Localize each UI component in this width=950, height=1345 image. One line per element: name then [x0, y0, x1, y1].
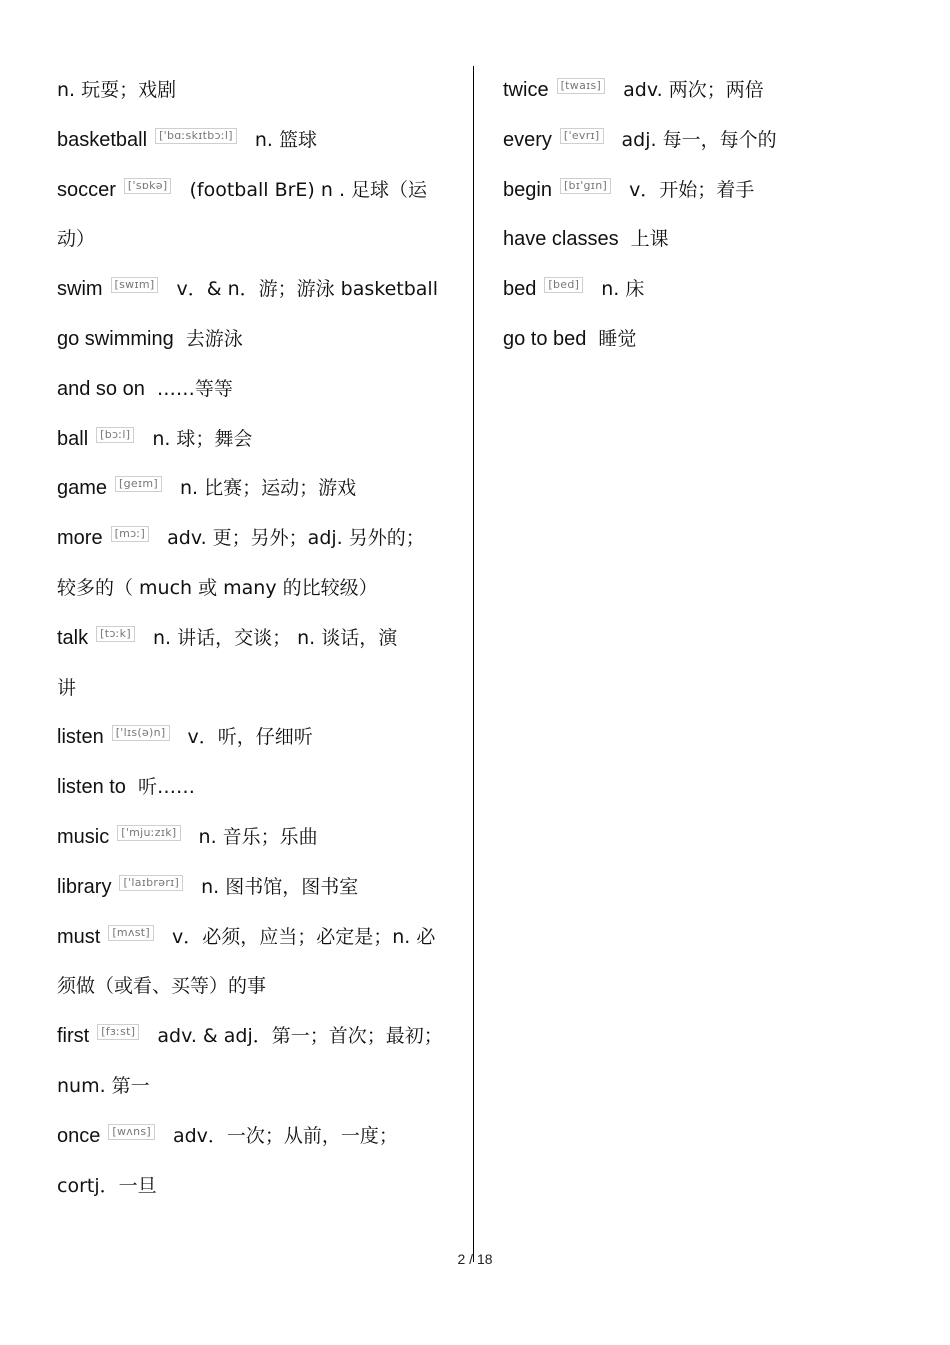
phonetic-box: ['bɑːskɪtbɔːl] — [155, 128, 237, 144]
vocab-line — [57, 913, 457, 963]
vocab-definition: n. 讲话，交谈； n. 谈话，演 — [152, 626, 398, 649]
vocab-word: go to bed — [503, 327, 587, 350]
vocab-word: first — [57, 1025, 90, 1048]
phonetic-box: ['mjuːzɪk] — [117, 825, 180, 841]
vocab-word: basketball — [57, 128, 148, 151]
phonetic-box: [bed] — [544, 277, 583, 293]
vocab-definition: v．开始；着手 — [629, 178, 755, 201]
vocab-word: library — [57, 875, 112, 898]
vocab-line — [57, 564, 457, 614]
phonetic-box: [bɪ'gɪn] — [560, 178, 611, 194]
phonetic-box: [twaɪs] — [557, 78, 606, 94]
vocab-definition: v．& n．游；游泳 basketball — [176, 278, 438, 301]
vocab-definition: adv. 更；另外；adj. 另外的； — [167, 527, 425, 550]
column-divider — [473, 66, 474, 1262]
vocab-line — [57, 415, 457, 465]
vocab-word: listen to — [57, 776, 126, 799]
vocab-word: must — [57, 925, 101, 948]
vocab-definition: 睡觉 — [598, 327, 637, 350]
phonetic-box: [bɔːl] — [96, 427, 134, 443]
phonetic-box: [tɔːk] — [96, 626, 135, 642]
vocab-word: listen — [57, 726, 104, 749]
vocab-line — [57, 215, 457, 265]
phonetic-box: [mʌst] — [108, 925, 154, 941]
vocab-definition: 讲 — [57, 676, 77, 699]
phonetic-box: ['laɪbrərɪ] — [119, 875, 183, 891]
vocab-definition: 去游泳 — [185, 327, 243, 350]
vocab-definition: adv. 两次；两倍 — [623, 79, 764, 101]
vocab-word: and so on — [57, 377, 145, 400]
vocab-definition: 上课 — [630, 228, 669, 251]
vocab-line — [57, 614, 457, 664]
vocab-word: swim — [57, 278, 103, 301]
phonetic-box: ['evrɪ] — [560, 128, 604, 144]
vocab-word: ball — [57, 427, 89, 450]
vocab-definition: n. 床 — [601, 278, 645, 301]
vocab-definition: 听…… — [137, 776, 195, 799]
vocab-definition: (football BrE) n . 足球（运 — [189, 178, 428, 201]
vocab-word: have classes — [503, 228, 619, 251]
vocab-column-right — [503, 66, 913, 365]
phonetic-box: ['lɪs(ə)n] — [112, 725, 170, 741]
vocab-definition: n. 音乐；乐曲 — [198, 825, 318, 848]
vocab-line — [57, 813, 457, 863]
phonetic-box: [fɜːst] — [97, 1024, 139, 1040]
phonetic-box: [mɔː] — [111, 526, 150, 542]
vocab-definition: v．听，仔细听 — [187, 726, 313, 749]
vocab-word: bed — [503, 278, 537, 301]
vocab-line — [57, 365, 457, 415]
phonetic-box: [wʌns] — [108, 1124, 155, 1140]
vocab-definition: n. 玩耍；戏剧 — [57, 79, 177, 101]
vocab-word: every — [503, 128, 552, 151]
vocab-definition: 须做（或看、买等）的事 — [57, 975, 267, 998]
vocab-line — [57, 962, 457, 1012]
phonetic-box: [geɪm] — [115, 476, 162, 492]
vocab-line — [503, 215, 913, 265]
vocab-line — [57, 166, 457, 216]
vocab-word: once — [57, 1124, 101, 1147]
vocab-line — [57, 1162, 457, 1212]
vocab-definition: n. 球；舞会 — [152, 427, 253, 450]
vocab-word: go swimming — [57, 327, 174, 350]
phonetic-box: [swɪm] — [111, 277, 159, 293]
vocab-line — [57, 713, 457, 763]
vocab-definition: num. 第一 — [57, 1074, 150, 1097]
vocab-line — [503, 116, 913, 166]
vocab-line — [57, 116, 457, 166]
vocab-definition: cortj．一旦 — [57, 1174, 157, 1197]
vocab-definition: 动） — [57, 228, 96, 251]
vocab-definition: n. 图书馆，图书室 — [201, 875, 359, 898]
vocab-line — [57, 664, 457, 714]
vocab-definition: n. 篮球 — [254, 128, 317, 151]
vocab-word: soccer — [57, 178, 116, 201]
vocab-line — [57, 315, 457, 365]
vocab-word: more — [57, 527, 103, 550]
vocab-line — [503, 66, 913, 116]
vocab-line — [57, 265, 457, 315]
vocab-definition: v．必须，应当；必定是；n. 必 — [172, 925, 436, 948]
vocab-word: music — [57, 825, 110, 848]
vocab-definition: 较多的（ much 或 many 的比较级） — [57, 576, 378, 599]
vocab-line — [57, 1112, 457, 1162]
vocab-definition: n. 比赛；运动；游戏 — [179, 477, 357, 500]
vocab-word: talk — [57, 626, 89, 649]
vocab-definition: adv．一次；从前，一度； — [172, 1124, 398, 1147]
phonetic-box: ['sɒkə] — [124, 178, 172, 194]
vocab-line — [503, 166, 913, 216]
vocab-word: begin — [503, 178, 552, 201]
vocab-definition: ……等等 — [156, 377, 233, 400]
vocab-line — [57, 863, 457, 913]
vocab-column-left — [57, 66, 457, 1211]
vocab-definition: adv. & adj．第一；首次；最初； — [157, 1025, 443, 1048]
page-number: 2 / 18 — [457, 1251, 493, 1267]
vocab-line — [57, 1012, 457, 1062]
vocab-line — [503, 315, 913, 365]
vocab-word: twice — [503, 79, 549, 101]
vocab-word: game — [57, 477, 108, 500]
vocab-line — [57, 763, 457, 813]
vocab-line — [57, 464, 457, 514]
vocab-line — [57, 1062, 457, 1112]
vocab-definition: adj. 每一，每个的 — [621, 128, 777, 151]
vocab-line — [57, 66, 457, 116]
vocab-line — [503, 265, 913, 315]
vocab-line — [57, 514, 457, 564]
